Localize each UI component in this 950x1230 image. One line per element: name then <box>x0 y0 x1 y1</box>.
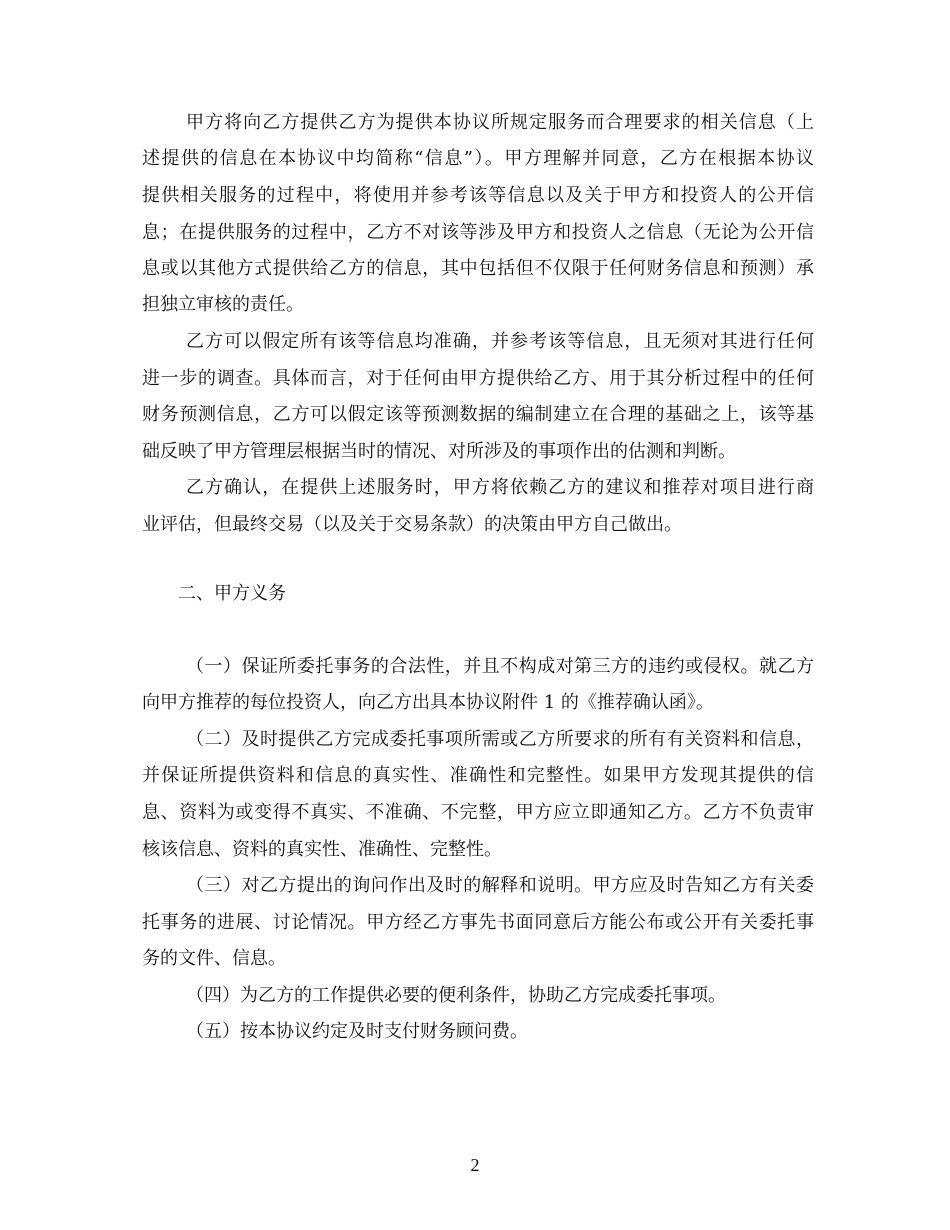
paragraph-line: 息；在提供服务的过程中，乙方不对该等涉及甲方和投资人之信息（无论为公开信 <box>142 222 814 243</box>
clause-line: 核该信息、资料的真实性、准确性、完整性。 <box>142 839 502 860</box>
clause-line: 向甲方推荐的每位投资人，向乙方出具本协议附件 1 的《推荐确认函》。 <box>142 692 714 713</box>
clause-line: 并保证所提供资料和信息的真实性、准确性和完整性。如果甲方发现其提供的信 <box>142 765 814 786</box>
paragraph-line: 进一步的调查。具体而言，对于任何由甲方提供给乙方、用于其分析过程中的任何 <box>142 368 814 389</box>
paragraph-line: 述提供的信息在本协议中均简称“信息”）。甲方理解并同意，乙方在根据本协议 <box>142 148 814 169</box>
page-number: 2 <box>470 1155 480 1175</box>
clause-line: 息、资料为或变得不真实、不准确、不完整，甲方应立即通知乙方。乙方不负责审 <box>142 802 814 823</box>
section-heading: 二、甲方义务 <box>178 583 286 604</box>
paragraph-line: 业评估，但最终交易（以及关于交易条款）的决策由甲方自己做出。 <box>142 514 682 535</box>
clause-line: 务的文件、信息。 <box>142 948 286 969</box>
paragraph-line: 提供相关服务的过程中，将使用并参考该等信息以及关于甲方和投资人的公开信 <box>142 185 814 206</box>
paragraph-line: 息或以其他方式提供给乙方的信息，其中包括但不仅限于任何财务信息和预测）承 <box>142 258 814 279</box>
clause-line: （四）为乙方的工作提供必要的便利条件，协助乙方完成委托事项。 <box>186 985 726 1006</box>
paragraph-line: 乙方确认，在提供上述服务时，甲方将依赖乙方的建议和推荐对项目进行商 <box>186 477 814 498</box>
clause-line: （一）保证所委托事务的合法性，并且不构成对第三方的违约或侵权。就乙方 <box>186 656 814 677</box>
clause-line: （二）及时提供乙方完成委托事项所需或乙方所要求的所有有关资料和信息， <box>186 729 814 750</box>
clause-line: （五）按本协议约定及时支付财务顾问费。 <box>186 1021 528 1042</box>
clause-line: 托事务的进展、讨论情况。甲方经乙方事先书面同意后方能公布或公开有关委托事 <box>142 912 814 933</box>
paragraph-line: 础反映了甲方管理层根据当时的情况、对所涉及的事项作出的估测和判断。 <box>142 441 736 462</box>
clause-line: （三）对乙方提出的询问作出及时的解释和说明。甲方应及时告知乙方有关委 <box>186 875 814 896</box>
paragraph-line: 财务预测信息，乙方可以假定该等预测数据的编制建立在合理的基础之上，该等基 <box>142 404 814 425</box>
paragraph-line: 甲方将向乙方提供乙方为提供本协议所规定服务而合理要求的相关信息（上 <box>186 112 814 133</box>
paragraph-line: 担独立审核的责任。 <box>142 294 304 315</box>
paragraph-line: 乙方可以假定所有该等信息均准确，并参考该等信息，且无须对其进行任何 <box>186 331 814 352</box>
